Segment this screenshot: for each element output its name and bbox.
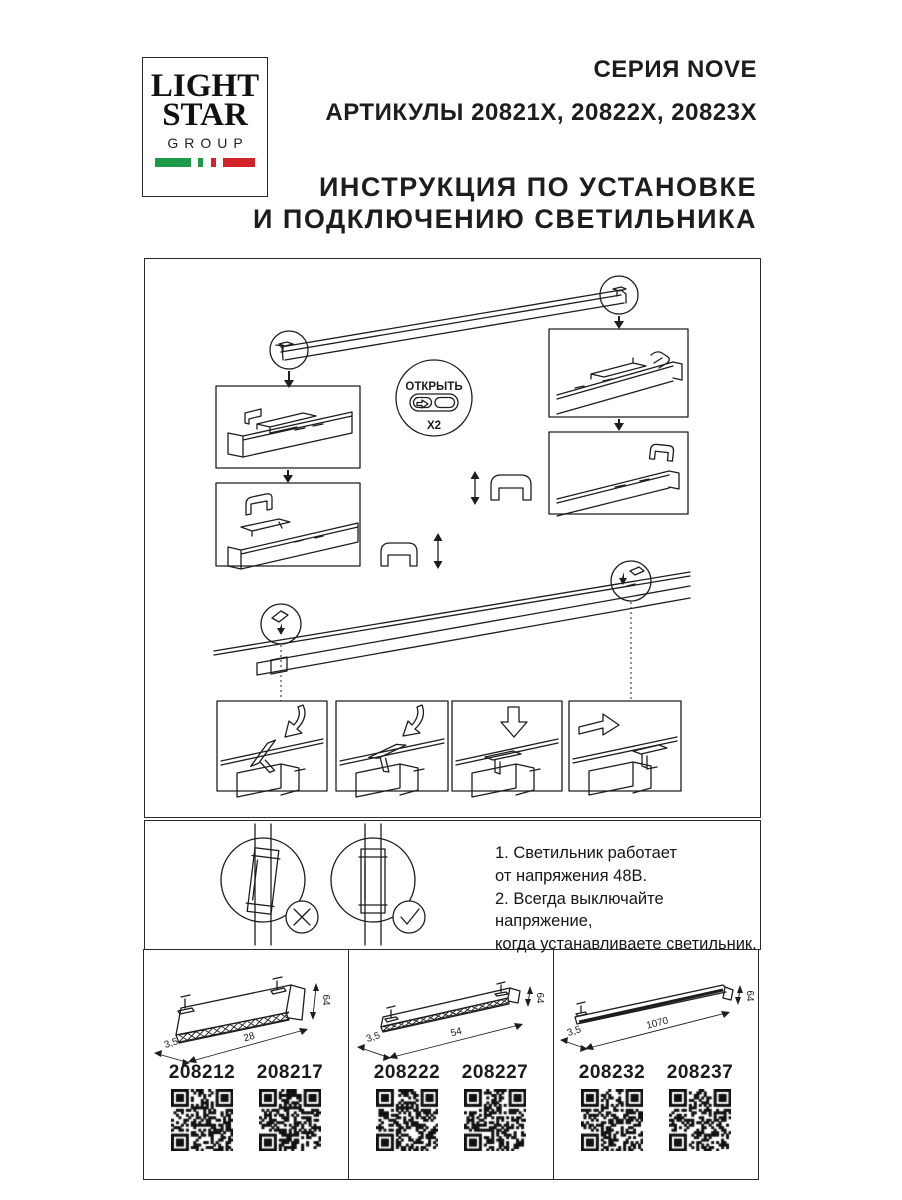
step-box-1 bbox=[217, 701, 327, 797]
qr-code bbox=[669, 1089, 731, 1151]
dim-length: 54 bbox=[449, 1025, 464, 1039]
instruction-title-line2: И ПОДКЛЮЧЕНИЮ СВЕТИЛЬНИКА bbox=[253, 203, 757, 234]
dim-height: 64 bbox=[534, 991, 545, 1004]
instruction-title-line1: ИНСТРУКЦИЯ ПО УСТАНОВКЕ bbox=[319, 172, 757, 202]
qr-code bbox=[581, 1089, 643, 1151]
arrow-down-icon bbox=[614, 316, 624, 329]
track-rail-bottom bbox=[214, 561, 690, 701]
installation-diagram bbox=[145, 259, 759, 816]
step-box-3 bbox=[452, 701, 562, 797]
slide-to-open-icon bbox=[410, 394, 458, 411]
fixture-drawing-54 bbox=[349, 960, 554, 1070]
warning-line-4: когда устанавливаете светильник. bbox=[495, 935, 757, 954]
arrow-down-icon bbox=[614, 419, 624, 431]
step-box-4 bbox=[569, 701, 681, 795]
articles-line: АРТИКУЛЫ 20821X, 20822X, 20823X bbox=[325, 99, 757, 126]
italian-flag-icon bbox=[155, 158, 255, 167]
warning-line-3: 2. Всегда выключайте напряжение, bbox=[495, 889, 664, 931]
open-label: ОТКРЫТЬ bbox=[405, 381, 463, 393]
qr-code bbox=[376, 1089, 438, 1151]
clip-updown-icon-right bbox=[471, 471, 532, 505]
warning-line-2: от напряжения 48В. bbox=[495, 866, 648, 885]
warning-line-1: 1. Светильник работает bbox=[495, 844, 677, 862]
lightstar-logo bbox=[142, 57, 268, 197]
fixture-drawing-28 bbox=[144, 960, 349, 1070]
header bbox=[253, 58, 757, 236]
product-cell-20821x bbox=[144, 950, 349, 1180]
instruction-title bbox=[253, 172, 757, 236]
dim-height: 64 bbox=[744, 989, 755, 1002]
dim-depth: 3,5 bbox=[364, 1029, 382, 1045]
connector-orientation-diagram bbox=[145, 821, 485, 948]
installation-diagram-box bbox=[144, 258, 761, 818]
article-number: 208212 bbox=[168, 1061, 236, 1083]
clip-updown-icon-center bbox=[381, 533, 443, 569]
article-number: 208227 bbox=[461, 1061, 529, 1083]
logo-star: STAR bbox=[162, 97, 248, 134]
warning-box bbox=[144, 820, 761, 954]
dim-length: 1070 bbox=[645, 1015, 670, 1032]
qr-code bbox=[171, 1089, 233, 1151]
fixture-drawing-1070 bbox=[554, 960, 759, 1070]
logo-light: LIGHT bbox=[150, 68, 260, 104]
open-x2-callout bbox=[396, 360, 472, 436]
detail-box-latch-left bbox=[216, 386, 360, 468]
arrow-down-icon bbox=[283, 470, 293, 483]
article-number: 208237 bbox=[666, 1061, 734, 1083]
qr-code bbox=[464, 1089, 526, 1151]
step-box-2 bbox=[336, 701, 448, 797]
track-rail-top bbox=[270, 276, 638, 369]
dim-length: 28 bbox=[242, 1030, 257, 1044]
series-title: СЕРИЯ NOVE bbox=[593, 56, 757, 83]
product-cell-20823x bbox=[554, 950, 758, 1180]
product-variants bbox=[143, 949, 759, 1181]
product-cell-20822x bbox=[349, 950, 554, 1180]
open-count: X2 bbox=[426, 420, 442, 432]
qr-code bbox=[259, 1089, 321, 1151]
detail-box-clip-right bbox=[549, 432, 688, 516]
dim-depth: 3,5 bbox=[565, 1023, 583, 1039]
detail-box-clip-left bbox=[216, 483, 360, 569]
logo-group: GROUP bbox=[167, 135, 249, 152]
article-number: 208232 bbox=[578, 1061, 646, 1083]
warning-text bbox=[495, 842, 760, 956]
wrong-orientation-figure bbox=[221, 824, 318, 945]
detail-box-latch-right bbox=[549, 329, 688, 417]
correct-orientation-figure bbox=[331, 824, 425, 945]
article-number: 208217 bbox=[256, 1061, 324, 1083]
dim-depth: 3,5 bbox=[162, 1035, 180, 1051]
dim-height: 64 bbox=[320, 993, 331, 1006]
article-number: 208222 bbox=[373, 1061, 441, 1083]
